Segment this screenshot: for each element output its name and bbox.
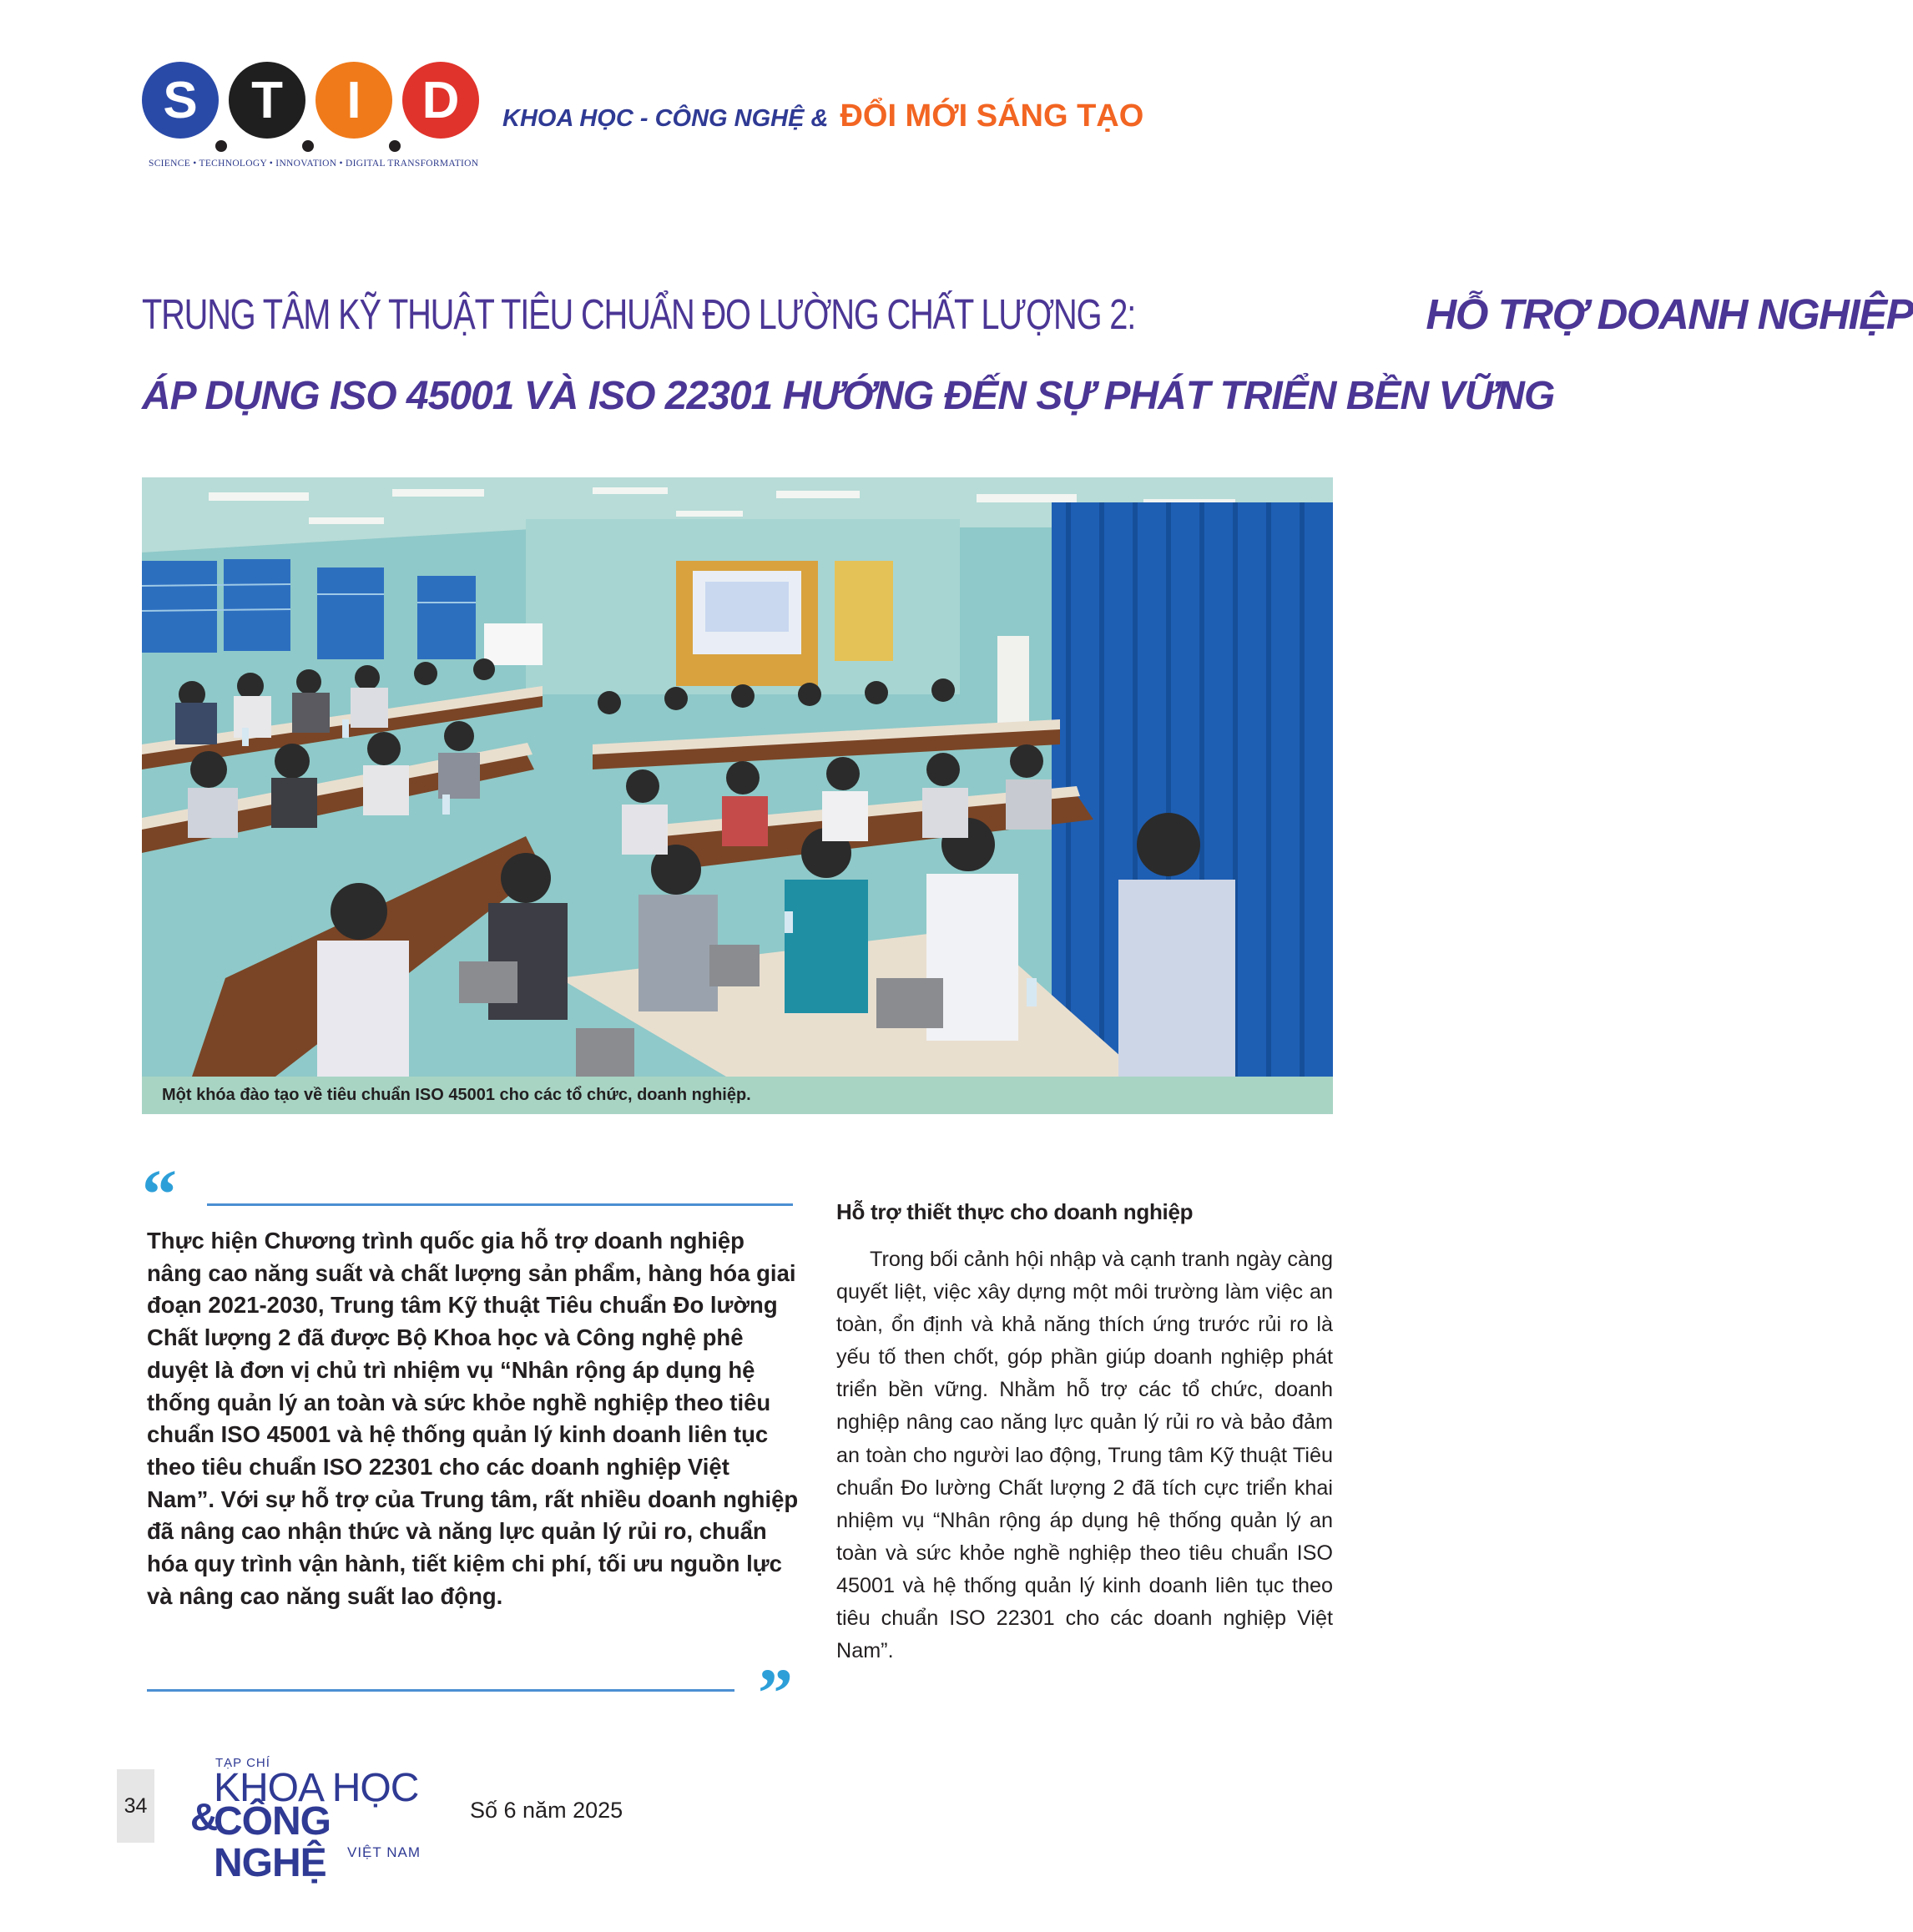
section-label-left: KHOA HỌC - CÔNG NGHỆ &	[502, 105, 829, 132]
page-number-box	[117, 1769, 154, 1843]
photo-caption: Một khóa đào tạo về tiêu chuẩn ISO 45001 cho các tổ chức, doanh nghiệp.	[162, 1086, 751, 1104]
title-light-part: TRUNG TÂM KỸ THUẬT TIÊU CHUẨN ĐO LƯỜNG CHẤT LƯỢNG 2:	[142, 290, 1136, 338]
logo-letter-s: S	[142, 62, 219, 139]
logo-letter-i: I	[315, 62, 392, 139]
quote-rule-bottom	[147, 1689, 734, 1692]
logo-dot	[215, 140, 227, 152]
training-room-illustration	[142, 477, 1333, 1077]
title-line-2: ÁP DỤNG ISO 45001 VÀ ISO 22301 HƯỚNG ĐẾN SỰ PHÁT TRIỂN BỀN VỮNG	[142, 374, 1555, 418]
logo-letter-d: D	[402, 62, 479, 139]
quote-open-mark: “	[142, 1156, 177, 1233]
issue-label: Số 6 năm 2025	[470, 1798, 623, 1823]
magazine-logo-country: VIỆT NAM	[347, 1844, 421, 1860]
article-title	[142, 282, 1913, 429]
stid-logo-letters	[142, 62, 474, 160]
magazine-logo-amp: &	[190, 1795, 219, 1839]
section-label	[502, 98, 1143, 134]
page-header	[142, 58, 1194, 175]
body-paragraph: Trong bối cảnh hội nhập và cạnh tranh ngày càng quyết liệt, việc xây dựng một môi trường làm việc an toàn, ổn định và khả năng thích ứng trước rủi ro là yếu tố then chốt, góp phần giúp doanh nghiệp phát triển bền vững. Nhằm hỗ trợ các tổ chức, doanh nghiệp nâng cao năng lực quản lý rủi ro và bảo đảm an toàn cho người lao động, Trung tâm Kỹ thuật Tiêu chuẩn Đo lường Chất lượng 2 đã tích cực triển khai nhiệm vụ “Nhân rộng áp dụng hệ thống quản lý an toàn và sức khỏe nghề nghiệp theo tiêu chuẩn ISO 45001 và hệ thống quản lý kinh doanh liên tục theo tiêu chuẩn ISO 22301 cho các doanh nghiệp Việt Nam”.	[836, 1248, 1333, 1663]
logo-tagline: SCIENCE • TECHNOLOGY • INNOVATION • DIGITAL TRANSFORMATION	[149, 159, 479, 169]
page-number: 34	[124, 1793, 148, 1818]
section-heading: Hỗ trợ thiết thực cho doanh nghiệp	[836, 1199, 1194, 1224]
logo-dot	[389, 140, 401, 152]
quote-rule-top	[207, 1203, 793, 1206]
title-line-1	[142, 282, 1913, 347]
photo-caption-bar	[142, 1077, 1333, 1114]
title-bold-part: HỖ TRỢ DOANH NGHIỆP	[1426, 290, 1913, 338]
logo-letter-t: T	[229, 62, 305, 139]
magazine-logo-line1: KHOA HỌC	[214, 1766, 419, 1810]
stid-logo	[142, 62, 484, 170]
magazine-logo	[190, 1753, 449, 1885]
quote-close-mark: ”	[758, 1655, 793, 1733]
magazine-logo-line2: CÔNG NGHỆ	[214, 1799, 331, 1885]
article-body	[836, 1243, 1333, 1667]
section-label-right: ĐỔI MỚI SÁNG TẠO	[840, 98, 1144, 134]
training-photo	[142, 477, 1333, 1077]
magazine-logo-small: TẠP CHÍ	[215, 1756, 270, 1770]
pull-quote: Thực hiện Chương trình quốc gia hỗ trợ doanh nghiệp nâng cao năng suất và chất lượng sản phẩm, hàng hóa giai đoạn 2021-2030, Trung tâm Kỹ thuật Tiêu chuẩn Đo lường Chất lượng 2 đã được Bộ Khoa học và Công nghệ phê duyệt là đơn vị chủ trì nhiệm vụ “Nhân rộng áp dụng hệ thống quản lý an toàn và sức khỏe nghề nghiệp theo tiêu chuẩn ISO 45001 và hệ thống quản lý kinh doanh liên tục theo tiêu chuẩn ISO 22301 cho các doanh nghiệp Việt Nam”. Với sự hỗ trợ của Trung tâm, rất nhiều doanh nghiệp đã nâng cao nhận thức và năng lực quản lý rủi ro, chuẩn hóa quy trình vận hành, tiết kiệm chi phí, tối ưu nguồn lực và nâng cao năng suất lao động.	[147, 1228, 799, 1609]
logo-dot	[302, 140, 314, 152]
